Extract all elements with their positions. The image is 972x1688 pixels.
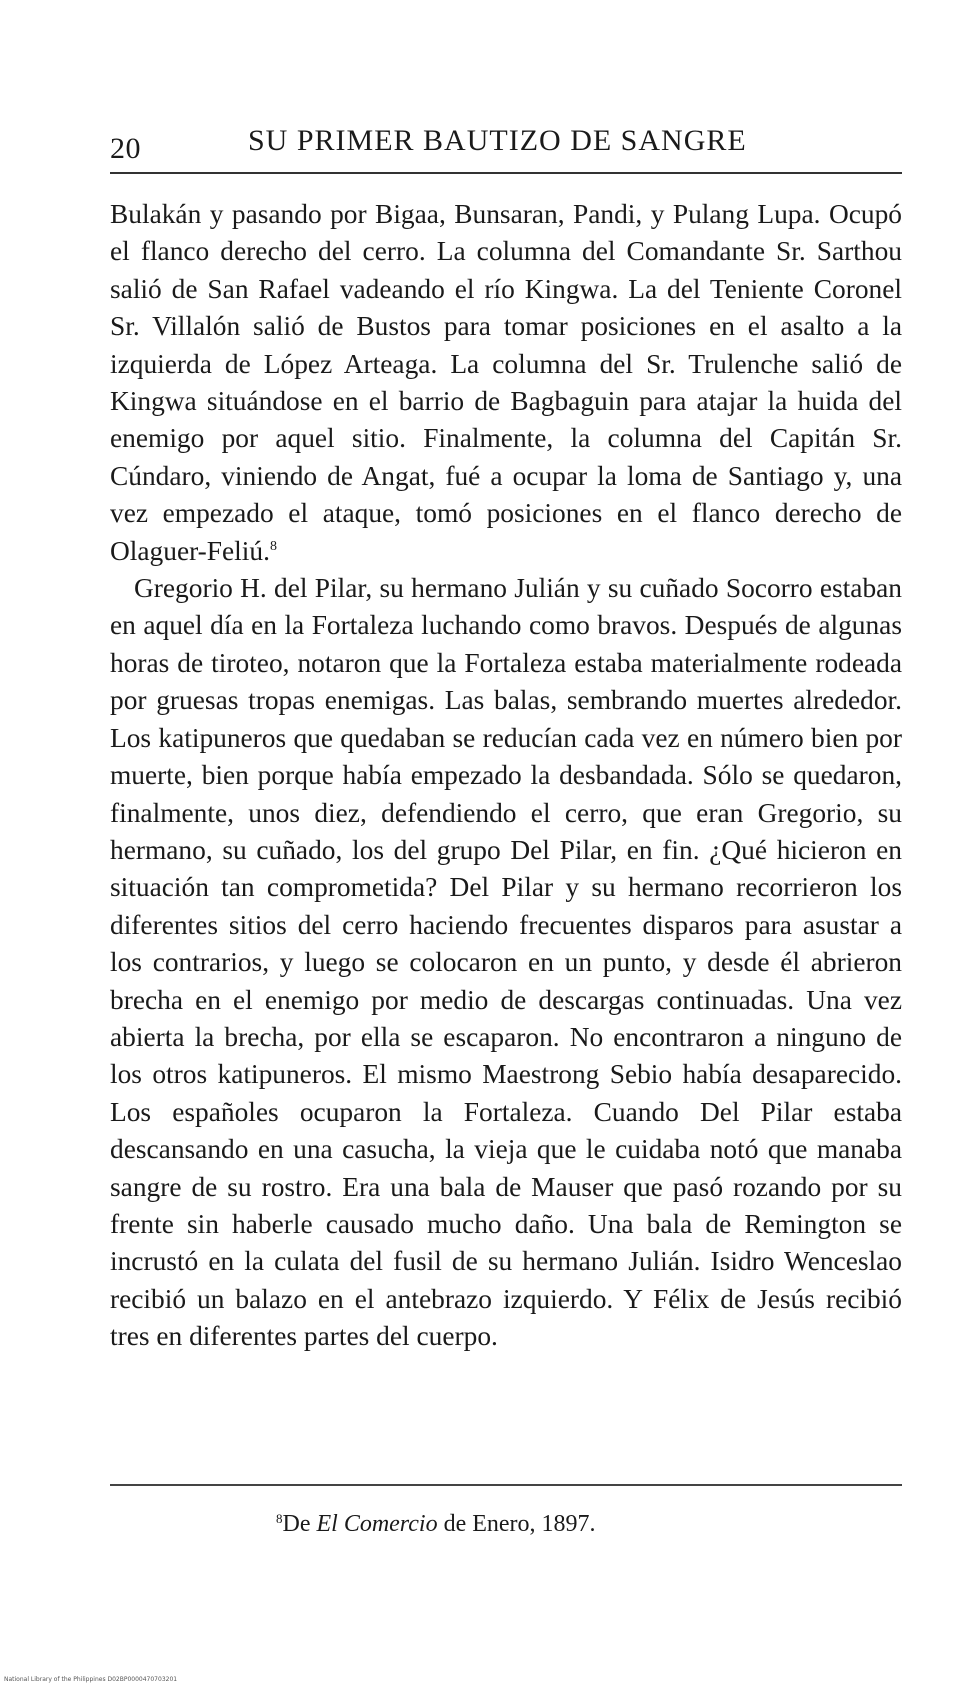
footnote-reference: 8: [269, 538, 277, 554]
running-title: SU PRIMER BAUTIZO DE SANGRE: [248, 124, 747, 157]
footnote: [276, 1508, 596, 1540]
paragraph-1: [110, 196, 902, 570]
paragraph-2: Gregorio H. del Pilar, su hermano Julián y su cuñado Socorro estaban en aquel día en la Fortaleza luchando como bravos. Después de algunas horas de tiroteo, notaron que la Fortaleza estaba materialmente rodeada por gruesas tropas enemigas. Las balas, sembrando muertes alrededor. Los katipuneros que quedaban se reducían cada vez en número bien por muerte, bien porque había empezado la desbandada. Sólo se quedaron, finalmente, unos diez, defendiendo el cerro, que eran Gregorio, su hermano, su cuñado, los del grupo Del Pilar, en fin. ¿Qué hicieron en situación tan comprometida? Del Pilar y su hermano recorrieron los diferentes sitios del cerro haciendo frecuentes disparos para asustar a los contrarios, y luego se colocaron en un punto, y desde él abrieron brecha en el enemigo por medio de descargas continuadas. Una vez abierta la brecha, por ella se escaparon. No encontraron a ninguno de los otros katipuneros. El mismo Maestrong Sebio había desaparecido. Los españoles ocuparon la Fortaleza. Cuando Del Pilar estaba descansando en una casucha, la vieja que le cuidaba notó que manaba sangre de su rostro. Era una bala de Mauser que pasó rozando por su frente sin haberle causado mucho daño. Una bala de Remington se incrustó en la culata del fusil de su hermano Julián. Isidro Wenceslao recibió un balazo en el antebrazo izquierdo. Y Félix de Jesús recibió tres en diferentes partes del cuerpo.: [110, 573, 902, 1352]
archive-stamp: National Library of the Philippines D02BP0000470703201: [4, 1676, 178, 1683]
footnote-source: El Comercio: [316, 1511, 438, 1537]
footnote-suffix: de Enero, 1897.: [437, 1511, 596, 1537]
header-rule: [110, 172, 902, 174]
paragraph-1-text: Bulakán y pasando por Bigaa, Bunsaran, Pandi, y Pulang Lupa. Ocupó el flanco derecho del cerro. La columna del Comandante Sr. Sarthou salió de San Rafael vadeando el río Kingwa. La del Teniente Coronel Sr. Villalón salió de Bustos para tomar posiciones en el asalto a la izquierda de López Arteaga. La columna del Sr. Trulenche salió de Kingwa situándose en el barrio de Bagbaguin para atajar la huida del enemigo por aquel sitio. Finalmente, la columna del Capitán Sr. Cúndaro, viniendo de Angat, fué a ocupar la loma de Santiago y, una vez empezado el ataque, tomó posiciones en el flanco derecho de Olaguer-Feliú.: [110, 199, 902, 566]
footnote-prefix: De: [282, 1511, 317, 1537]
body-text: [110, 196, 902, 1356]
running-head: [110, 118, 900, 168]
footnote-rule: [110, 1484, 902, 1486]
footnote-marker: 8: [276, 1511, 283, 1526]
page-number: 20: [110, 132, 141, 165]
